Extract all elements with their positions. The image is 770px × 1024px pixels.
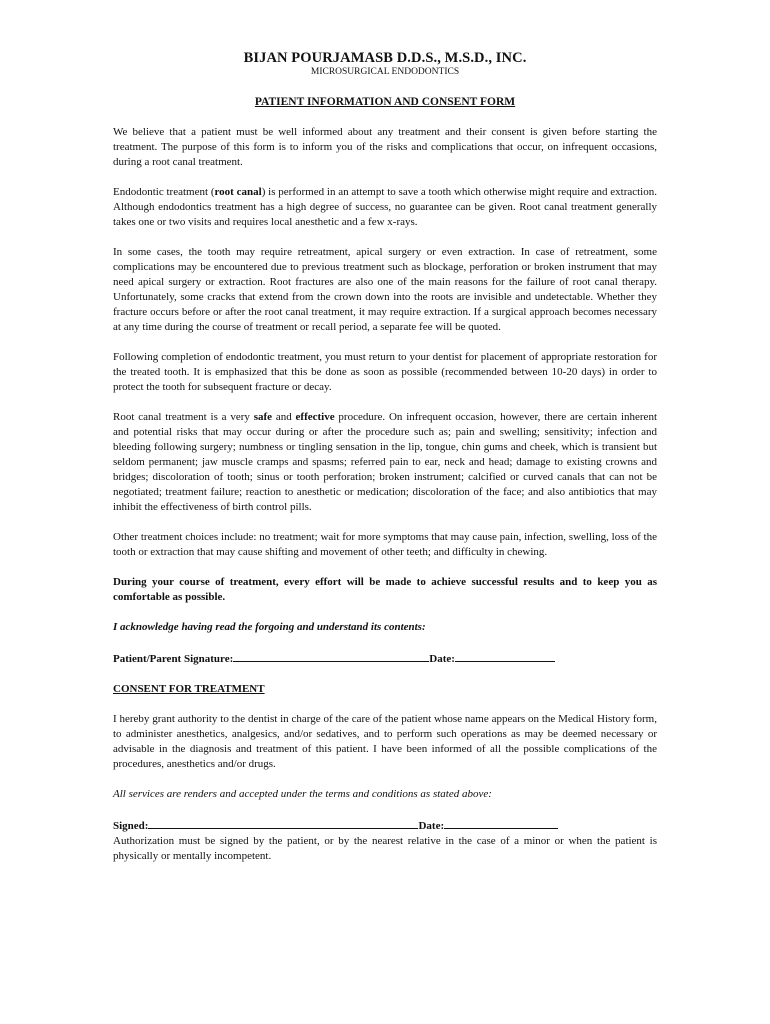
acknowledgement-statement: I acknowledge having read the forgoing and understand its contents: [113, 621, 426, 633]
signed-field[interactable] [148, 817, 418, 829]
text-run: ) is performed in an attempt to save a tooth which otherwise might require and extraction. Although endodontics treatment has a high degree of success, no guarantee can be given. Root canal treatment generally takes one or two visits and requires local anesthetic and a few x-rays. [113, 186, 657, 228]
form-title: PATIENT INFORMATION AND CONSENT FORM [254, 96, 516, 108]
date-field[interactable] [444, 817, 558, 829]
bold-term: effective [295, 411, 335, 423]
signed-label: Signed: [113, 820, 149, 832]
authorization-note: Authorization must be signed by the patient, or by the nearest relative in the case of a minor or when the patient is physically or mentally incompetent. [113, 835, 657, 862]
date-label: Date: [418, 820, 445, 832]
document-body [113, 125, 657, 879]
restoration-paragraph: Following completion of endodontic treatment, you must return to your dentist for placement of appropriate restoration for the treated tooth. It is emphasized that this be done as soon as possible (recommended between 10-20 days) in order to protect the tooth for subsequent fracture or decay. [113, 351, 657, 393]
consent-heading: CONSENT FOR TREATMENT [113, 683, 265, 695]
practice-name: BIJAN POURJAMASB D.D.S., M.S.D., INC. [243, 50, 527, 66]
practice-specialty: MICROSURGICAL ENDODONTICS [310, 67, 460, 77]
alternatives-paragraph: Other treatment choices include: no treatment; wait for more symptoms that may cause pain, infection, swelling, loss of the tooth or extraction that may cause shifting and movement of other teeth; and difficulty in chewing. [113, 531, 657, 558]
bold-term: safe [253, 411, 273, 423]
text-run: Endodontic treatment ( [113, 186, 215, 198]
text-run: and [272, 411, 296, 423]
endodontic-paragraph [113, 185, 657, 230]
patient-signature-label: Patient/Parent Signature: [113, 653, 234, 665]
date-label: Date: [429, 653, 455, 665]
patient-signature-row [113, 650, 657, 667]
date-field[interactable] [455, 650, 555, 662]
retreatment-paragraph: In some cases, the tooth may require retreatment, apical surgery or even extraction. In case of retreatment, some complications may be encountered due to previous treatment such as blockage, perforation or broken instrument that may need apical surgery or extraction. Root fractures are also one of the main reasons for the failure of root canal therapy. Unfortunately, some cracks that extend from the crown down into the roots are invisible and undetectable. Whether they fracture occurs before or after the root canal treatment, it may require extraction. If a surgical approach becomes necessary at any time during the course of treatment or recall period, a separate fee will be quoted. [113, 246, 657, 333]
intro-paragraph: We believe that a patient must be well informed about any treatment and their consent is given before starting the treatment. The purpose of this form is to inform you of the risks and complications that occur, on infrequent occasions, during a root canal treatment. [113, 126, 657, 168]
patient-signature-field[interactable] [233, 650, 429, 662]
risks-paragraph [113, 410, 657, 515]
consent-paragraph: I hereby grant authority to the dentist in charge of the care of the patient whose name appears on the Medical History form, to administer anesthetics, analgesics, and/or sedatives, and to perform such operations as may be deemed necessary or advisable in the diagnosis and treatment of this patient. I have been informed of all the possible complications of the procedures, anesthetics and/or drugs. [113, 713, 657, 770]
bold-term: root canal [214, 186, 262, 198]
signed-row [113, 817, 657, 834]
text-run: Root canal treatment is a very [113, 411, 254, 423]
terms-statement: All services are renders and accepted under the terms and conditions as stated above: [113, 788, 492, 800]
text-run: procedure. On infrequent occasion, however, there are certain inherent and potential risks that may occur during or after the procedure such as; pain and swelling; sensitivity; infection and bleeding following surgery; numbness or tingling sensation in the lip, tongue, chin gums and cheek, which is transient but seldom permanent; jaw muscle cramps and spasms; referred pain to ear, neck and head; damage to existing crowns and bridges; discoloration of tooth; sinus or tooth perforation; broken instrument; calcified or curved canals that can not be negotiated; treatment failure; reaction to anesthetic or medication; discoloration of the face; and also antibiotics that may inhibit the effectiveness of birth control pills. [113, 411, 657, 513]
effort-statement: During your course of treatment, every effort will be made to achieve successful results and to keep you as comfortable as possible. [113, 576, 657, 603]
